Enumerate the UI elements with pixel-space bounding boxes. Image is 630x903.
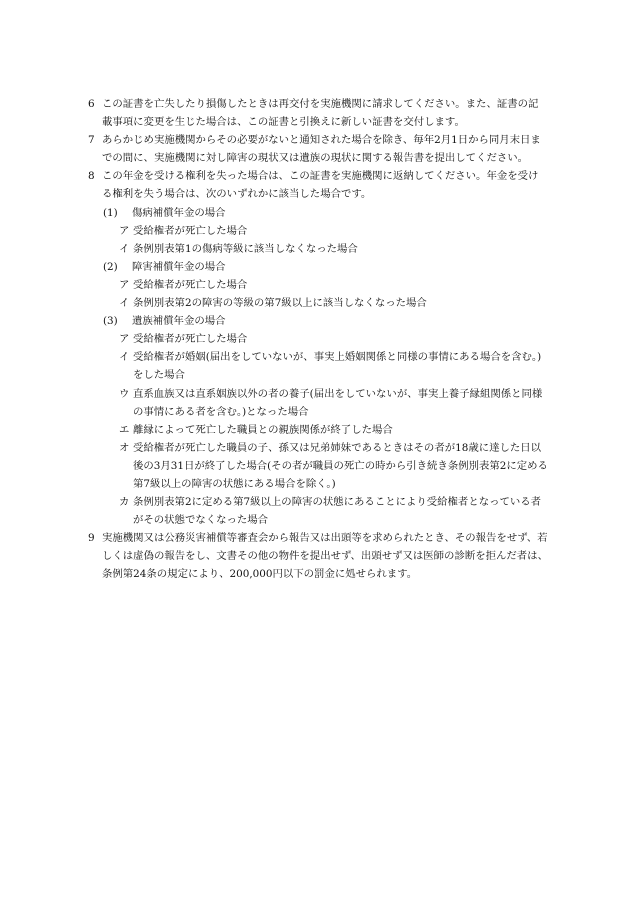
subsection-3 (88, 312, 548, 330)
subsection-2 (88, 258, 548, 276)
subitem-text: 条例別表第1の傷病等級に該当しなくなった場合 (133, 242, 358, 255)
subitem-mark: イ (119, 297, 130, 310)
subsection-title: 障害補償年金の場合 (132, 260, 226, 273)
item-number: 6 (88, 98, 95, 110)
subitem-text: 受給権者が死亡した場合 (133, 278, 248, 291)
subitem-mark: カ (119, 496, 130, 509)
item-number: 9 (88, 532, 95, 545)
subitem-text: 条例別表第2の障害の等級の第7級以上に該当しなくなった場合 (133, 297, 427, 310)
subitem-text: 受給権者が婚姻(届出をしていないが、事実上婚姻関係と同様の事情にある場合を含む。)をした場合 (133, 351, 542, 382)
item-number: 8 (88, 170, 95, 183)
notice-item-8 (88, 167, 548, 203)
subitem-mark: ア (119, 333, 130, 346)
subsection-number: (2) (103, 260, 118, 273)
subitem-mark: オ (119, 441, 130, 454)
subitem-mark: ア (119, 224, 130, 237)
subitem (88, 276, 548, 294)
subitem-mark: イ (119, 351, 130, 364)
subitem (88, 439, 548, 493)
subitem-mark: ウ (119, 387, 130, 400)
subitem (88, 222, 548, 240)
item-text: この年金を受ける権利を失った場合は、この証書を実施機関に返納してください。年金を受ける権利を失う場合は、次のいずれかに該当した場合です。 (102, 170, 539, 201)
subitem (88, 294, 548, 312)
notice-item-7 (88, 131, 548, 167)
notice-document (88, 95, 548, 584)
subitem-text: 直系血族又は直系姻族以外の者の養子(届出をしていないが、事実上養子縁組関係と同様の事情にある者を含む。)となった場合 (133, 387, 543, 418)
subitem (88, 348, 548, 384)
subsection-1 (88, 204, 548, 222)
subitem-text: 受給権者が死亡した場合 (133, 333, 248, 346)
subitem-text: 受給権者が死亡した職員の子、孫又は兄弟姉妹であるときはその者が18歳に達した日以後の3月31日が終了した場合(その者が職員の死亡の時から引き続き条例別表第2に定める第7級以上の障害の状態にある場合を除く。) (133, 441, 548, 490)
item-text: あらかじめ実施機関からその必要がないと通知された場合を除き、毎年2月1日から同月末日までの間に、実施機関に対し障害の現状又は遺族の現状に関する報告書を提出してください。 (102, 134, 541, 165)
item-number: 7 (88, 134, 95, 147)
subsection-title: 遺族補償年金の場合 (132, 315, 226, 328)
subitem-mark: エ (119, 423, 130, 436)
subitem-text: 受給権者が死亡した場合 (133, 224, 248, 237)
subsection-number: (3) (103, 315, 118, 328)
subitem (88, 330, 548, 348)
subitem-text: 離縁によって死亡した職員との親族関係が終了した場合 (133, 423, 393, 436)
subitem (88, 385, 548, 421)
subsection-title: 傷病補償年金の場合 (132, 206, 226, 219)
subitem (88, 493, 548, 529)
subitem (88, 421, 548, 439)
item-text: 実施機関又は公務災害補償等審査会から報告又は出頭等を求められたとき、その報告をせず、若しくは虚偽の報告をし、文書その他の物件を提出せず、出頭せず又は医師の診断を拒んだ者は、条例第24条の規定により、200,000円以下の罰金に処せられます。 (102, 532, 548, 581)
notice-item-6 (88, 95, 548, 131)
subitem-mark: イ (119, 242, 130, 255)
notice-item-9 (88, 529, 548, 583)
item-text: この証書を亡失したり損傷したときは再交付を実施機関に請求してください。また、証書の記載事項に変更を生じた場合は、この証書と引換えに新しい証書を交付します。 (102, 98, 539, 129)
subitem-text: 条例別表第2に定める第7級以上の障害の状態にあることにより受給権者となっている者がその状態でなくなった場合 (133, 496, 542, 527)
subitem-mark: ア (119, 278, 130, 291)
subsection-number: (1) (103, 206, 118, 219)
subitem (88, 240, 548, 258)
